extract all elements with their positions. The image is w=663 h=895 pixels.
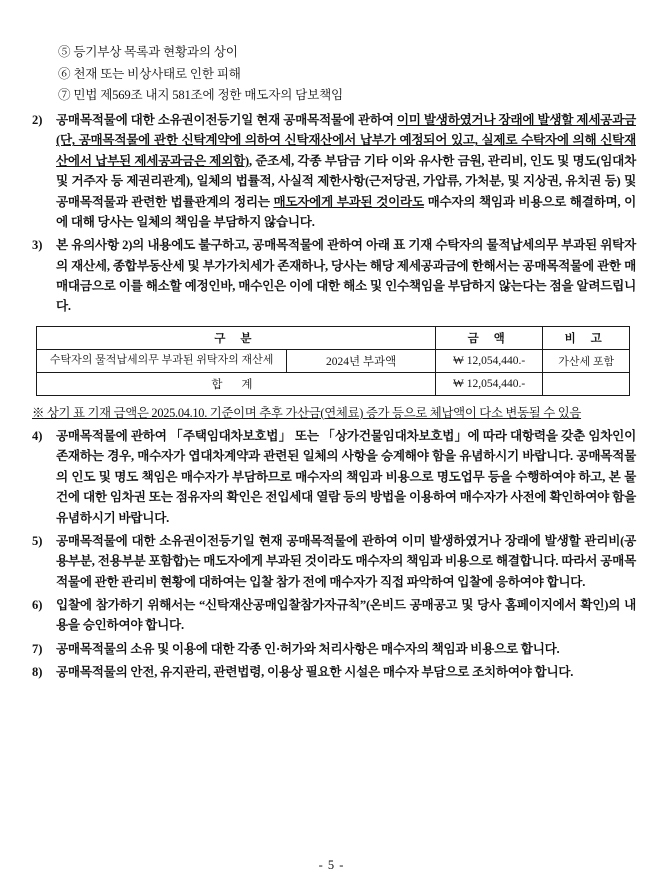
clause-number: 5) <box>32 533 43 548</box>
document-content <box>30 42 636 683</box>
clause-number: 8) <box>32 665 43 680</box>
table-cell-tax-label: 수탁자의 물적납세의무 부과된 위탁자의 재산세 <box>37 349 287 372</box>
clause-body: 공매목적물의 소유 및 이용에 대한 각종 인·허가와 처리사항은 매수자의 책임과 비용으로 합니다. <box>56 641 560 656</box>
footnote-mark: ※ <box>32 405 45 420</box>
clause-number: 3) <box>32 238 43 253</box>
clause-item-6 <box>30 595 636 636</box>
circled-item-5: ⑤ 등기부상 목록과 현황과의 상이 <box>58 45 238 59</box>
page-number: - 5 - <box>318 858 345 872</box>
clause-number: 7) <box>32 641 43 656</box>
clause-item-2 <box>30 110 636 232</box>
clause-body: 공매목적물에 대한 소유권이전등기일 현재 공매목적물에 관하여 이미 발생하였거나 장래에 발생할 관리비(공용부분, 전용부분 포함합)는 매도자에게 부과된 것이라도 매수자의 책임과 비용으로 해결합니다. 따라서 공매목적물에 관한 관리비 현황에 대하여는 입찰 참가 전에 매수자가 직접 파악하여 입찰에 응하여야 합니다. <box>56 533 636 589</box>
clause-item-4 <box>30 426 636 528</box>
table-total-row <box>37 372 630 395</box>
table-total-amount: ₩ 12,054,440.- <box>435 372 543 395</box>
clause-number: 2) <box>32 112 43 127</box>
clause-item-7 <box>30 639 636 659</box>
circled-item-7: ⑦ 민법 제569조 내지 581조에 정한 매도자의 담보책임 <box>58 88 343 103</box>
clause-body: 공매목적물에 관하여 「주택임대차보호법」 또는 「상가건물임대차보호법」에 따라 대항력을 갖춘 임차인이 존재하는 경우, 매수자가 엽대차계약과 관련된 일체의 사항을 승계해야 함을 유념하시기 바랍니다. 공매목적물의 인도 및 명도 책임은 매수자가 부담하므로 매수자의 책임과 비용으로 명도업무 등을 수행하여야 하고, 본 물건에 대한 임차권 또는 점유자의 확인은 전입세대 열람 등의 방법을 이용하여 매수자가 사전에 확인하여야 함을 유념하시기 바랍니다. <box>56 428 636 525</box>
clause-body: 공매목적물의 안전, 유지관리, 관련법령, 이용상 필요한 시설은 매수자 부담으로 조치하여야 합니다. <box>56 665 574 680</box>
table-total-note <box>543 372 630 395</box>
table-cell-year: 2024년 부과액 <box>287 349 436 372</box>
clause-body: 입찰에 참가하기 위해서는 “신탁재산공매입찰참가자규칙”(온비드 공매공고 및 당사 홈페이지에서 확인)의 내용을 승인하여야 합니다. <box>56 598 636 633</box>
table-header-division: 구 분 <box>37 326 436 349</box>
table-total-label: 합 계 <box>37 372 436 395</box>
table-cell-note: 가산세 포함 <box>543 349 630 372</box>
clause-body: 본 유의사항 2)의 내용에도 불구하고, 공매목적물에 관하여 아래 표 기재 수탁자의 물적납세의무 부과된 위탁자의 재산세, 종합부동산세 및 부가가치세가 존재하나, 당사는 해당 제세공과금에 한해서는 공매목적물에 관한 매매대금으로 이를 해소할 예정인바, 매수인은 이에 대한 해소 및 인수책임을 부담하지 않는다는 점을 알려드립니다. <box>56 238 636 314</box>
clause-number: 4) <box>32 428 43 443</box>
table-footnote <box>32 403 636 423</box>
table-header-row <box>37 326 630 349</box>
clause-item-3 <box>30 235 636 317</box>
clause-number: 6) <box>32 598 43 613</box>
footnote-text: 상기 표 기재 금액은 2025.04.10. 기준이며 추후 가산금(연체료) 증가 등으로 체납액이 다소 변동될 수 있음 <box>44 405 582 420</box>
clause-body: 공매목적물에 대한 소유권이전등기일 현재 공매목적물에 관하여 이미 발생하였거나 장래에 발생할 제세공과금(단, 공매목적물에 관한 신탁계약에 의하여 신탁재산에서 납부가 예정되어 있고, 실제로 수탁자에 의해 신탁재산에서 납부된 제세공과금은 제외함), 준조세, 각종 부담금 기타 이와 유사한 금원, 관리비, 인도 및 명도(임대차 및 거주자 등 제권리관계), 일체의 법률적, 사실적 제한사항(근저당권, 가압류, 가처분, 및 지상권, 유치권 등) 및 공매목적물과 관련한 법률관계의 정리는 매도자에게 부과된 것이라도 매수자의 책임과 비용으로 해결하며, 이에 대해 당사는 일체의 책임을 부담하지 않습니다. <box>56 112 636 229</box>
table-header-amount: 금 액 <box>435 326 543 349</box>
clause-item-5 <box>30 531 636 592</box>
tax-table <box>36 326 630 396</box>
table-row <box>37 349 630 372</box>
clause-item-8 <box>30 662 636 682</box>
table-header-note: 비 고 <box>543 326 630 349</box>
table-cell-amount: ₩ 12,054,440.- <box>435 349 543 372</box>
circled-item-6: ⑥ 천재 또는 비상사태로 인한 피해 <box>58 66 241 81</box>
